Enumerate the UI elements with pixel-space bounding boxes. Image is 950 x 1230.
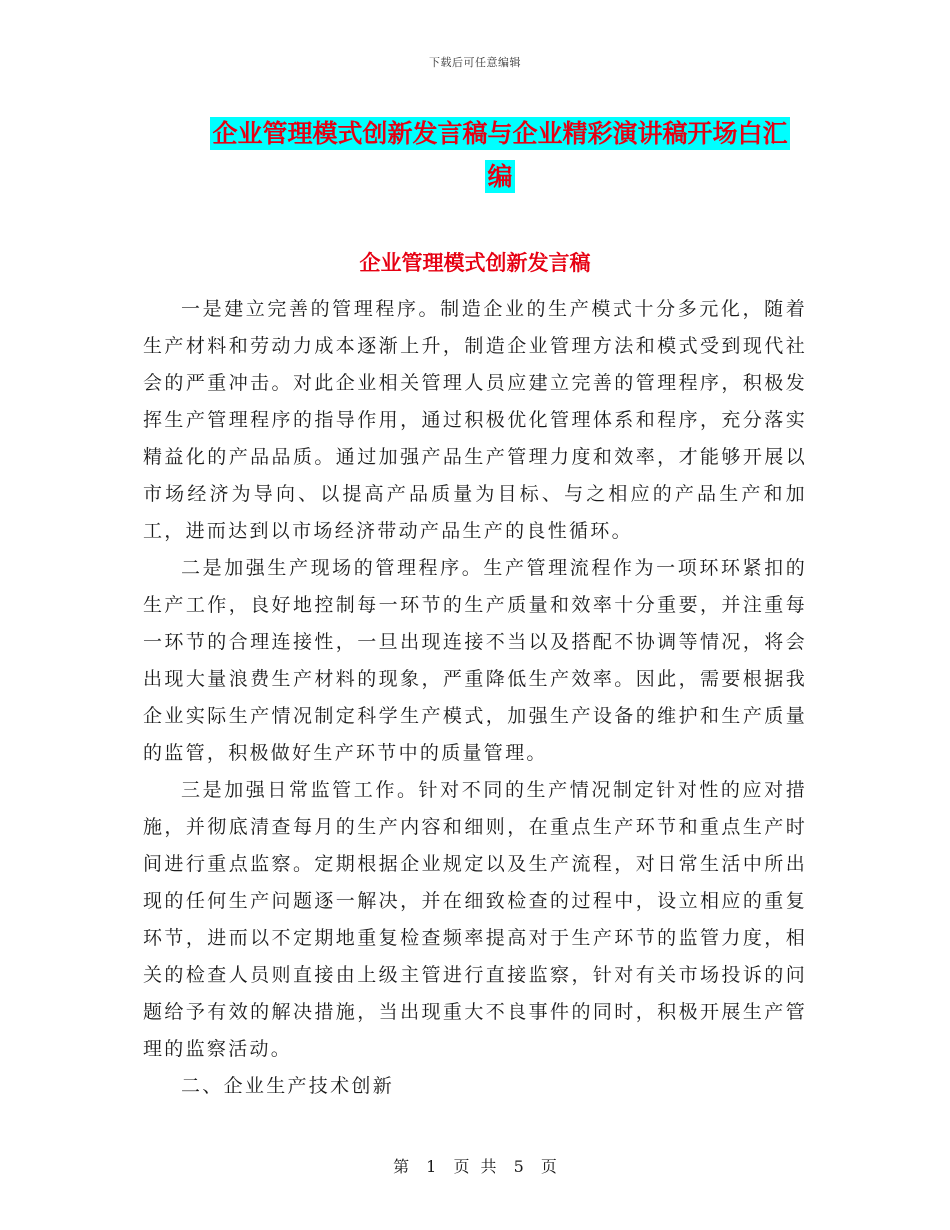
paragraph-4: 二、企业生产技术创新 [181,1075,395,1097]
footer-prefix: 第 [393,1157,410,1176]
footer-page-number: 1 [426,1157,437,1176]
body-text [143,291,807,1105]
section-title: 企业管理模式创新发言稿 [359,251,591,275]
paragraph-1: 一是建立完善的管理程序。制造企业的生产模式十分多元化，随着生产材料和劳动力成本逐渐上升，制造企业管理方法和模式受到现代社会的严重冲击。对此企业相关管理人员应建立完善的管理程序，积极发挥生产管理程序的指导作用，通过积极优化管理体系和程序，充分落实精益化的产品品质。通过加强产品生产管理力度和效率，才能够开展以市场经济为导向、以提高产品质量为目标、与之相应的产品生产和加工，进而达到以市场经济带动产品生产的良性循环。 [143,298,807,542]
footer-total-pages: 5 [513,1157,524,1176]
paragraph-2: 二是加强生产现场的管理程序。生产管理流程作为一项环环紧扣的生产工作，良好地控制每一环节的生产质量和效率十分重要，并注重每一环节的合理连接性，一旦出现连接不当以及搭配不协调等情况，将会出现大量浪费生产材料的现象，严重降低生产效率。因此，需要根据我企业实际生产情况制定科学生产模式，加强生产设备的维护和生产质量的监管，积极做好生产环节中的质量管理。 [143,557,807,764]
footer-suffix: 页 [540,1157,557,1176]
document-title [190,112,810,198]
footer-middle: 页 共 [453,1157,497,1176]
title-line-2: 编 [487,162,513,191]
paragraph-3: 三是加强日常监管工作。针对不同的生产情况制定针对性的应对措施，并彻底清查每月的生产内容和细则，在重点生产环节和重点生产时间进行重点监察。定期根据企业规定以及生产流程，对日常生活中所出现的任何生产问题逐一解决，并在细致检查的过程中，设立相应的重复环节，进而以不定期地重复检查频率提高对于生产环节的监管力度，相关的检查人员则直接由上级主管进行直接监察，针对有关市场投诉的问题给予有效的解决措施，当出现重大不良事件的同时，积极开展生产管理的监察活动。 [143,779,807,1060]
page-footer [0,1154,950,1177]
header-note: 下载后可任意编辑 [429,56,521,69]
title-line-1: 企业管理模式创新发言稿与企业精彩演讲稿开场白汇 [212,119,788,148]
